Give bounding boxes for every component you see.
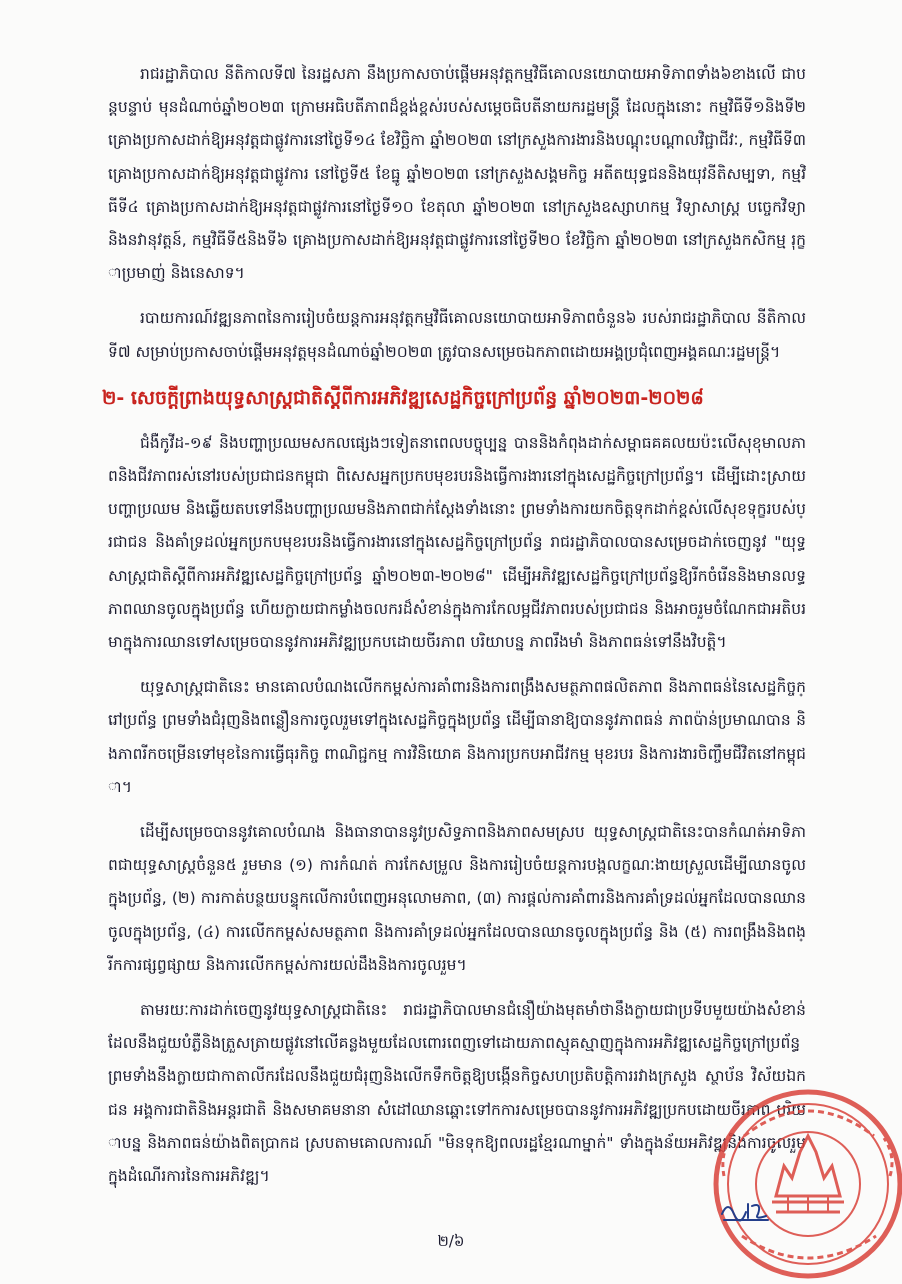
paragraph-3: ជំងឺកូវីដ-១៩ និងបញ្ហាប្រឈមសកលផ្សេងៗទៀតនាពេលបច្ចុប្បន្ន បាននិងកំពុងដាក់សម្ពាធគគលយប៉ះលើសុខុមាលភាពនិងជីវភាពរស់នៅរបស់ប្រជាជនកម្ពុជា ពិសេសអ្នកប្រកបមុខរបរនិងធ្វើការងារនៅក្នុងសេដ្ឋកិច្ចក្រៅប្រព័ន្ធ។ ដើម្បីដោះស្រាយបញ្ហាប្រឈម និងឆ្លើយតបទៅនឹងបញ្ហាប្រឈមនិងភាពជាក់ស្តែងទាំងនោះ ព្រមទាំងការយកចិត្តទុកដាក់ខ្ពស់លើសុខទុក្ខរបស់ប្រជាជន និងគាំទ្រដល់អ្នកប្រកបមុខរបរនិងធ្វើការងារនៅក្នុងសេដ្ឋកិច្ចក្រៅប្រព័ន្ធ រាជរដ្ឋាភិបាលបានសម្រេចដាក់ចេញនូវ "យុទ្ធសាស្ត្រជាតិស្តីពីការអភិវឌ្ឍសេដ្ឋកិច្ចក្រៅប្រព័ន្ធ ឆ្នាំ២០២៣-២០២៨" ដើម្បីអភិវឌ្ឍសេដ្ឋកិច្ចក្រៅប្រព័ន្ធឱ្យរីកចំរើននិងមានលទ្ធភាពឈានចូលក្នុងប្រព័ន្ធ ហើយក្លាយជាកម្លាំងចលករដ៏សំខាន់ក្នុងការកែលម្អជីវភាពរបស់ប្រជាជន និងអាចរួមចំណែកជាអតិបរមាក្នុងការឈានទៅសម្រេចបាននូវការអភិវឌ្ឍប្រកបដោយចីរភាព បរិយាបន្ន ភាពរឹងមាំ និងភាពធន់ទៅនឹងវិបត្តិ។ xyxy=(108,433,806,652)
paragraph-4: យុទ្ធសាស្ត្រជាតិនេះ មានគោលបំណងលើកកម្ពស់ការគាំពារនិងការពង្រឹងសមត្ថភាពផលិតភាព និងភាពធន់នៃសេដ្ឋកិច្ចក្រៅប្រព័ន្ធ ព្រមទាំងជំរុញនិងពន្លឿនការចូលរួមទៅក្នុងសេដ្ឋកិច្ចក្នុងប្រព័ន្ធ ដើម្បីធានាឱ្យបាននូវភាពធន់ ភាពប៉ាន់ប្រមាណបាន និងភាពរីកចម្រើនទៅមុខនៃការធ្វើធុរកិច្ច ពាណិជ្ជកម្ម ការវិនិយោគ និងការប្រកបអាជីវកម្ម មុខរបរ និងការងារចិញ្ចឹមជីវិតនៅកម្ពុជា។ xyxy=(108,678,806,796)
section-heading: ២- សេចក្តីព្រាងយុទ្ធសាស្ត្រជាតិស្តីពីការអភិវឌ្ឍសេដ្ឋកិច្ចក្រៅប្រព័ន្ធ ឆ្នាំ២០២៣-២០២៨ xyxy=(102,386,704,409)
paragraph-6: តាមរយៈការដាក់ចេញនូវយុទ្ធសាស្ត្រជាតិនេះ រាជរដ្ឋាភិបាលមានជំនឿយ៉ាងមុតមាំថានឹងក្លាយជាប្រទីបមួយយ៉ាងសំខាន់ ដែលនឹងជួយបំភ្លឺនិងត្រួសត្រាយផ្លូវនៅលើគន្លងមួយដែលពោរពេញទៅដោយភាពស្មុគស្មាញក្នុងការអភិវឌ្ឍសេដ្ឋកិច្ចក្រៅប្រព័ន្ធ ព្រមទាំងនឹងក្លាយជាកាតាលីករដែលនឹងជួយជំរុញនិងលើកទឹកចិត្តឱ្យបង្កើនកិច្ចសហប្រតិបត្តិការរវាងក្រសួង ស្ថាប័ន វិស័យឯកជន អង្គការជាតិនិងអន្តរជាតិ និងសមាគមនានា សំដៅឈានឆ្ពោះទៅកការសម្រេចបាននូវការអភិវឌ្ឍប្រកបដោយចីរភាព បរិយាបន្ន និងភាពធន់យ៉ាងពិតប្រាកដ ស្របតាមគោលការណ៍ "មិនទុកឱ្យពលរដ្ឋខ្មែរណាម្នាក់" ទាំងក្នុងន័យអភិវឌ្ឍនិងការចូលរួមក្នុងដំណើរការនៃការអភិវឌ្ឍ។ xyxy=(108,1001,806,1186)
handwritten-initials xyxy=(718,1196,774,1224)
paragraph-5: ដើម្បីសម្រេចបាននូវគោលបំណង និងធានាបាននូវប្រសិទ្ធភាពនិងភាពសមស្រប យុទ្ធសាស្ត្រជាតិនេះបានកំណត់អាទិភាពជាយុទ្ធសាស្ត្រចំនួន៥ រួមមាន (១) ការកំណត់ ការកែសម្រួល និងការរៀបចំយន្តការបង្កលក្ខណៈងាយស្រួលដើម្បីឈានចូលក្នុងប្រព័ន្ធ, (២) ការកាត់បន្ថយបន្ទុកលើការបំពេញអនុលោមភាព, (៣) ការផ្តល់ការគាំពារនិងការគាំទ្រដល់អ្នកដែលបានឈានចូលក្នុងប្រព័ន្ធ, (៤) ការលើកកម្ពស់សមត្ថភាព និងការគាំទ្រដល់អ្នកដែលបានឈានចូលក្នុងប្រព័ន្ធ និង (៥) ការពង្រឹងនិងពង្រីកការផ្សព្វផ្សាយ និងការលើកកម្ពស់ការយល់ដឹងនិងការចូលរួម។ xyxy=(108,823,806,974)
signature-icon xyxy=(718,1196,774,1224)
paragraph-2: របាយការណ៍វឌ្ឍនភាពនៃការរៀបចំយន្តការអនុវត្តកម្មវិធីគោលនយោបាយអាទិភាពចំនួន៦ របស់រាជរដ្ឋាភិបាល នីតិកាលទី៧ សម្រាប់ប្រកាសចាប់ផ្តើមអនុវត្តមុនដំណាច់ឆ្នាំ២០២៣ ត្រូវបានសម្រេចឯកភាពដោយអង្គប្រជុំពេញអង្គគណៈរដ្ឋមន្ត្រី។ xyxy=(108,309,806,361)
page-number: ២/៦ xyxy=(437,1232,465,1250)
paragraph-1: រាជរដ្ឋាភិបាល នីតិកាលទី៧ នៃរដ្ឋសភា នឹងប្រកាសចាប់ផ្តើមអនុវត្តកម្មវិធីគោលនយោបាយអាទិភាពទាំង៦ខាងលើ ជាបន្តបន្ទាប់ មុនដំណាច់ឆ្នាំ២០២៣ ក្រោមអធិបតីភាពដ៏ខ្ពង់ខ្ពស់របស់សម្តេចធិបតីនាយករដ្ឋមន្ត្រី ដែលក្នុងនោះ កម្មវិធីទី១និងទី២ គ្រោងប្រកាសដាក់ឱ្យអនុវត្តជាផ្លូវការនៅថ្ងៃទី១៤ ខែវិច្ឆិកា ឆ្នាំ២០២៣ នៅក្រសួងការងារនិងបណ្តុះបណ្តាលវិជ្ជាជីវៈ, កម្មវិធីទី៣ គ្រោងប្រកាសដាក់ឱ្យអនុវត្តជាផ្លូវការ នៅថ្ងៃទី៥ ខែធ្នូ ឆ្នាំ២០២៣ នៅក្រសួងសង្គមកិច្ច អតីតយុទ្ធជននិងយុវនីតិសម្បទា, កម្មវិធីទី៤ គ្រោងប្រកាសដាក់ឱ្យអនុវត្តជាផ្លូវការនៅថ្ងៃទី១០ ខែតុលា ឆ្នាំ២០២៣ នៅក្រសួងឧស្សាហកម្ម វិទ្យាសាស្ត្រ បច្ចេកវិទ្យា និងនវានុវត្តន៍, កម្មវិធីទី៥និងទី៦ គ្រោងប្រកាសដាក់ឱ្យអនុវត្តជាផ្លូវការនៅថ្ងៃទី២០ ខែវិច្ឆិកា ឆ្នាំ២០២៣ នៅក្រសួងកសិកម្ម រុក្ខាប្រមាញ់ និងនេសាទ។ xyxy=(108,65,806,283)
